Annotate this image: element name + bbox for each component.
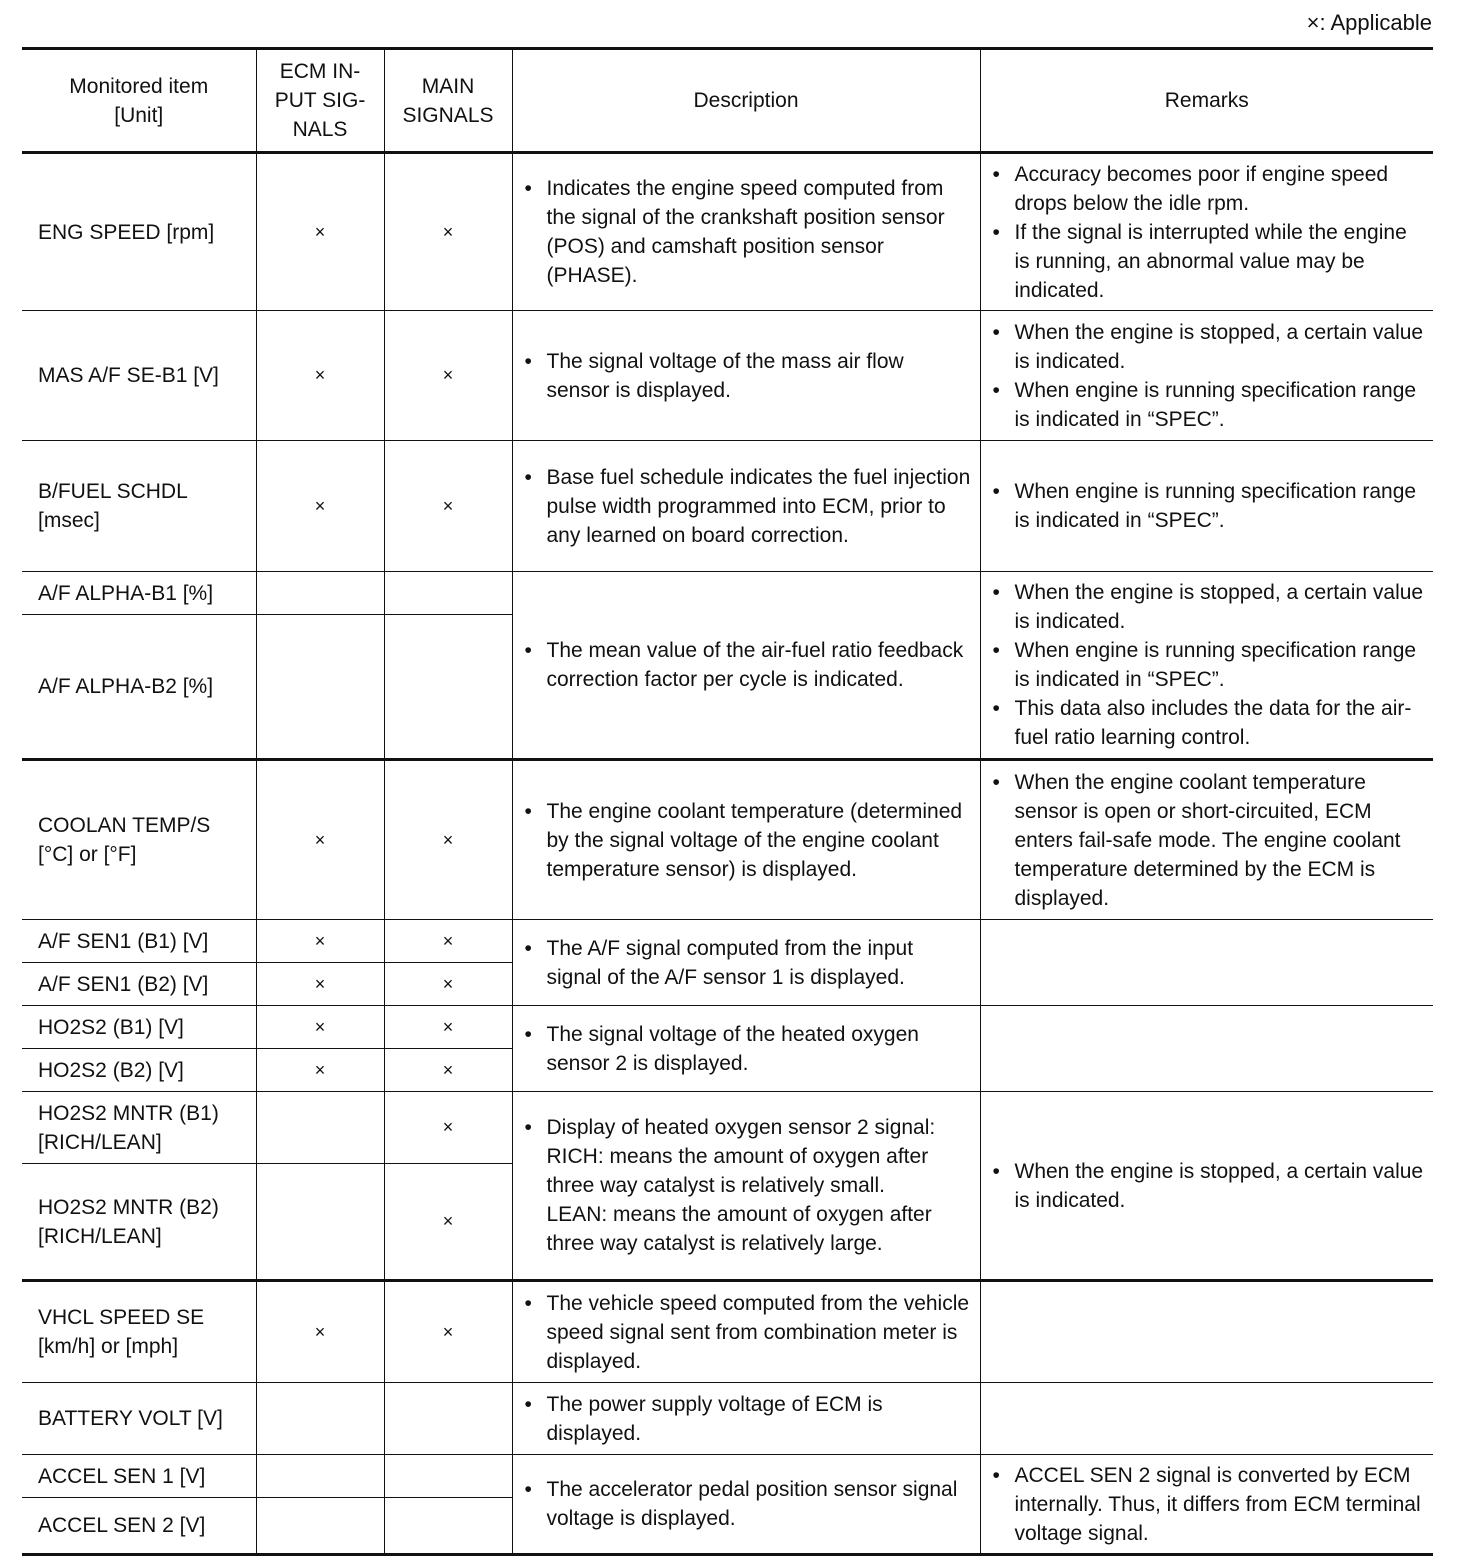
ecm-input-mark — [256, 1383, 384, 1455]
item-name: HO2S2 MNTR (B1) [RICH/LEAN] — [22, 1092, 256, 1164]
header-main-signals: MAIN SIGNALS — [384, 49, 512, 153]
remarks-cell — [980, 572, 1433, 760]
main-signal-mark: × — [384, 153, 512, 311]
applicable-legend: ×: Applicable — [1306, 10, 1432, 35]
ecm-input-mark: × — [256, 1281, 384, 1383]
table-row — [22, 920, 1433, 963]
main-signal-mark: × — [384, 1092, 512, 1164]
item-name: COOLAN TEMP/S [°C] or [°F] — [22, 760, 256, 920]
remarks-cell — [980, 1092, 1433, 1281]
main-signal-mark — [384, 572, 512, 615]
description-bullet: • The vehicle speed computed from the vehicle speed signal sent from combination meter is displayed. — [547, 1289, 972, 1376]
ecm-input-mark — [256, 1498, 384, 1555]
remarks-cell — [980, 153, 1433, 311]
item-name: VHCL SPEED SE [km/h] or [mph] — [22, 1281, 256, 1383]
description-bullet: • The signal voltage of the mass air flow sensor is displayed. — [547, 347, 972, 405]
description-bullet: • The accelerator pedal position sensor signal voltage is displayed. — [547, 1475, 972, 1533]
remarks-cell — [980, 1455, 1433, 1555]
description-bullet: • Base fuel schedule indicates the fuel injection pulse width programmed into ECM, prior to any learned on board correction. — [547, 463, 972, 550]
item-name: B/FUEL SCHDL [msec] — [22, 441, 256, 572]
description-cell — [512, 920, 980, 1006]
ecm-input-mark: × — [256, 963, 384, 1006]
main-signal-mark: × — [384, 920, 512, 963]
remark-bullet: • When engine is running specification range is indicated in “SPEC”. — [1015, 376, 1426, 434]
remark-bullet: • When engine is running specification range is indicated in “SPEC”. — [1015, 636, 1426, 694]
remark-bullet: • This data also includes the data for the air-fuel ratio learning control. — [1015, 694, 1426, 752]
table-row — [22, 760, 1433, 920]
item-name: BATTERY VOLT [V] — [22, 1383, 256, 1455]
description-cell — [512, 441, 980, 572]
remark-bullet: • Accuracy becomes poor if engine speed drops below the idle rpm. — [1015, 160, 1426, 218]
header-description: Description — [512, 49, 980, 153]
ecm-input-mark: × — [256, 760, 384, 920]
main-signal-mark: × — [384, 1164, 512, 1281]
header-remarks: Remarks — [980, 49, 1433, 153]
ecm-input-mark — [256, 1164, 384, 1281]
item-name: MAS A/F SE-B1 [V] — [22, 311, 256, 441]
remarks-cell — [980, 311, 1433, 441]
description-bullet: • The power supply voltage of ECM is displayed. — [547, 1390, 972, 1448]
main-signal-mark: × — [384, 963, 512, 1006]
description-cell — [512, 572, 980, 760]
remarks-cell — [980, 920, 1433, 1006]
remarks-cell — [980, 441, 1433, 572]
table-row — [22, 1092, 1433, 1164]
item-name: A/F SEN1 (B1) [V] — [22, 920, 256, 963]
main-signal-mark: × — [384, 441, 512, 572]
main-signal-mark — [384, 1498, 512, 1555]
table-row — [22, 153, 1433, 311]
description-bullet: • The mean value of the air-fuel ratio feedback correction factor per cycle is indicated. — [547, 636, 972, 694]
main-signal-mark — [384, 615, 512, 760]
remark-bullet: • If the signal is interrupted while the engine is running, an abnormal value may be indicated. — [1015, 218, 1426, 305]
ecm-input-mark: × — [256, 153, 384, 311]
ecm-input-mark: × — [256, 441, 384, 572]
remark-bullet: • When the engine is stopped, a certain value is indicated. — [1015, 578, 1426, 636]
item-name: ACCEL SEN 2 [V] — [22, 1498, 256, 1555]
table-row — [22, 1281, 1433, 1383]
description-bullet: • Indicates the engine speed computed from the signal of the crankshaft position sensor (POS) and camshaft position sensor (PHASE). — [547, 174, 972, 290]
description-bullet: • The A/F signal computed from the input signal of the A/F sensor 1 is displayed. — [547, 934, 972, 992]
description-cell — [512, 153, 980, 311]
remark-bullet: • ACCEL SEN 2 signal is converted by ECM internally. Thus, it differs from ECM terminal voltage signal. — [1015, 1461, 1426, 1548]
data-monitor-table — [22, 47, 1433, 1556]
description-cell — [512, 1383, 980, 1455]
ecm-input-mark: × — [256, 1006, 384, 1049]
table-row — [22, 311, 1433, 441]
table-row — [22, 1383, 1433, 1455]
ecm-input-mark: × — [256, 920, 384, 963]
description-bullet: • The signal voltage of the heated oxygen sensor 2 is displayed. — [547, 1020, 972, 1078]
remark-bullet: • When the engine is stopped, a certain value is indicated. — [1015, 1157, 1426, 1215]
description-cell — [512, 1281, 980, 1383]
main-signal-mark — [384, 1383, 512, 1455]
item-name: HO2S2 (B1) [V] — [22, 1006, 256, 1049]
remarks-cell — [980, 1383, 1433, 1455]
remark-bullet: • When engine is running specification range is indicated in “SPEC”. — [1015, 477, 1426, 535]
description-bullet: • Display of heated oxygen sensor 2 signal: RICH: means the amount of oxygen after three way catalyst is relatively small. LEAN: means the amount of oxygen after three way catalyst is relatively large. — [547, 1113, 972, 1258]
ecm-input-mark — [256, 1455, 384, 1498]
item-name: A/F ALPHA-B2 [%] — [22, 615, 256, 760]
item-name: ENG SPEED [rpm] — [22, 153, 256, 311]
remark-bullet: • When the engine is stopped, a certain value is indicated. — [1015, 318, 1426, 376]
main-signal-mark: × — [384, 760, 512, 920]
ecm-input-mark: × — [256, 311, 384, 441]
description-cell — [512, 1455, 980, 1555]
description-cell — [512, 760, 980, 920]
table-row — [22, 441, 1433, 572]
description-cell — [512, 1006, 980, 1092]
remarks-cell — [980, 1006, 1433, 1092]
remarks-cell — [980, 1281, 1433, 1383]
item-name: A/F ALPHA-B1 [%] — [22, 572, 256, 615]
table-row — [22, 1455, 1433, 1498]
remark-bullet: • When the engine coolant temperature sensor is open or short-circuited, ECM enters fail-safe mode. The engine coolant temperature determined by the ECM is displayed. — [1015, 768, 1426, 913]
table-row — [22, 1006, 1433, 1049]
item-name: HO2S2 MNTR (B2) [RICH/LEAN] — [22, 1164, 256, 1281]
ecm-input-mark — [256, 1092, 384, 1164]
main-signal-mark: × — [384, 1006, 512, 1049]
item-name: A/F SEN1 (B2) [V] — [22, 963, 256, 1006]
table-row — [22, 572, 1433, 615]
main-signal-mark: × — [384, 311, 512, 441]
ecm-input-mark — [256, 615, 384, 760]
main-signal-mark: × — [384, 1049, 512, 1092]
header-monitored-item: Monitored item [Unit] — [22, 49, 256, 153]
description-cell — [512, 311, 980, 441]
ecm-input-mark: × — [256, 1049, 384, 1092]
header-ecm-input-signals: ECM IN- PUT SIG- NALS — [256, 49, 384, 153]
ecm-input-mark — [256, 572, 384, 615]
remarks-cell — [980, 760, 1433, 920]
main-signal-mark — [384, 1455, 512, 1498]
item-name: HO2S2 (B2) [V] — [22, 1049, 256, 1092]
main-signal-mark: × — [384, 1281, 512, 1383]
description-bullet: • The engine coolant temperature (determined by the signal voltage of the engine coolant temperature sensor) is displayed. — [547, 797, 972, 884]
description-cell — [512, 1092, 980, 1281]
item-name: ACCEL SEN 1 [V] — [22, 1455, 256, 1498]
